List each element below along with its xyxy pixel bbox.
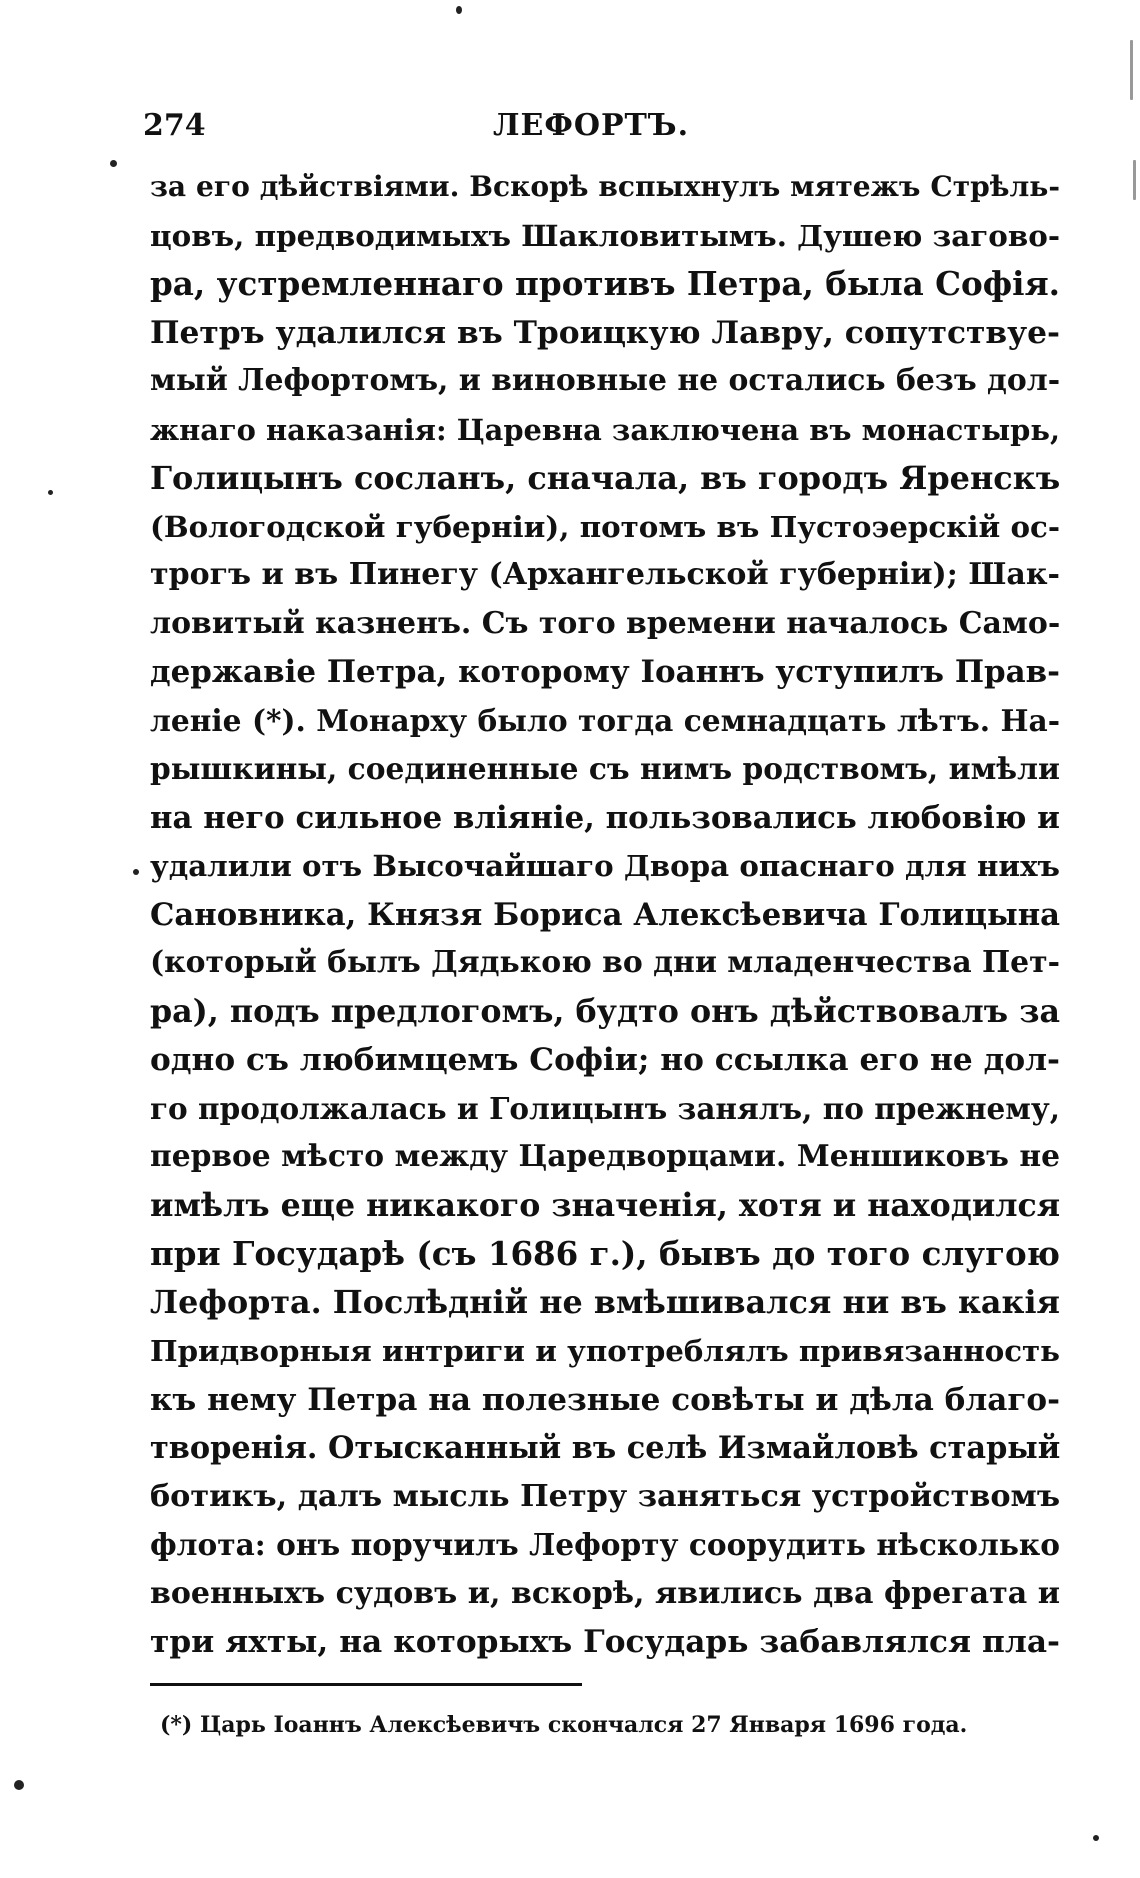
footnote: (*) Царь Іоаннъ Алексѣевичъ скончался 27 Января 1696 года. [160, 1712, 968, 1738]
text-line: державіе Петра, которому Іоаннъ уступилъ Прав- [150, 654, 1060, 690]
text-line: на него сильное вліяніе, пользовались любовію и [150, 799, 1060, 836]
scan-speck [14, 1780, 24, 1790]
text-line: (который былъ Дядькою во дни младенчества Пет- [150, 945, 1060, 980]
scan-speck [456, 6, 462, 14]
text-line: мый Лефортомъ, и виновные не остались безъ дол- [150, 363, 1060, 398]
text-line: Петръ удалился въ Троицкую Лавру, сопутствуе- [150, 314, 1060, 351]
text-line: Сановника, Князя Бориса Алексѣевича Голицына [150, 896, 1060, 933]
text-line: Голицынъ сосланъ, сначала, въ городъ Яренскъ [150, 459, 1060, 497]
text-line: одно съ любимцемъ Софіи; но ссылка его не дол- [150, 1042, 1060, 1078]
text-line: къ нему Петра на полезные совѣты и дѣла благо- [150, 1381, 1060, 1418]
text-line: первое мѣсто между Царедворцами. Меншиковъ не [150, 1139, 1060, 1174]
scan-speck [1133, 160, 1136, 200]
text-line: леніе (*). Монарху было тогда семнадцать лѣтъ. На- [150, 702, 1060, 738]
scan-speck [48, 490, 53, 495]
scan-speck [110, 160, 117, 167]
text-line: за его дѣйствіями. Вскорѣ вспыхнулъ мятежъ Стрѣль- [150, 170, 1060, 203]
text-line: цовъ, предводимыхъ Шакловитымъ. Душею загово- [150, 217, 1060, 253]
text-line: жнаго наказанія: Царевна заключена въ монастырь, [150, 412, 1060, 447]
text-line: трогъ и въ Пинегу (Архангельской губерніи); Шак- [150, 557, 1060, 592]
text-line: военныхъ судовъ и, вскорѣ, явились два фрегата и [150, 1575, 1060, 1611]
text-line: удалили отъ Высочайшаго Двора опаснаго для нихъ [150, 849, 1060, 883]
scan-speck [1093, 1835, 1099, 1841]
text-line: флота: онъ поручилъ Лефорту соорудить нѣсколько [150, 1527, 1060, 1562]
text-line: рышкины, соединенные съ нимъ родствомъ, имѣли [150, 751, 1060, 786]
text-line: ра, устремленнаго противъ Петра, была Софія. [150, 264, 1060, 303]
text-line: три яхты, на которыхъ Государь забавлялся пла- [150, 1624, 1060, 1660]
footnote-rule [150, 1683, 582, 1686]
scan-speck [133, 869, 139, 875]
text-line: (Вологодской губерніи), потомъ въ Пустоэерскій ос- [150, 508, 1060, 544]
text-line: Придворныя интриги и употреблялъ привязанность [150, 1334, 1060, 1368]
text-line: ботикъ, далъ мысль Петру заняться устройствомъ [150, 1478, 1060, 1514]
text-line: имѣлъ еще никакого значенія, хотя и находился [150, 1186, 1060, 1224]
text-line: творенія. Отысканный въ селѣ Измайловѣ старый [150, 1430, 1060, 1466]
body-text [150, 163, 1060, 1667]
scan-speck [1130, 40, 1133, 100]
running-head: ЛЕФОРТЪ. [493, 108, 690, 143]
text-line: Лефорта. Послѣдній не вмѣшивался ни въ какія [150, 1283, 1060, 1321]
page-header [143, 108, 1063, 158]
page-number: 274 [143, 108, 206, 143]
text-line: при Государѣ (съ 1686 г.), бывъ до того слугою [150, 1234, 1060, 1273]
text-line: ловитый казненъ. Съ того времени началось Само- [150, 605, 1060, 641]
text-line: ра), подъ предлогомъ, будто онъ дѣйствовалъ за [150, 992, 1060, 1030]
text-line: го продолжалась и Голицынъ занялъ, по прежнему, [150, 1090, 1060, 1126]
